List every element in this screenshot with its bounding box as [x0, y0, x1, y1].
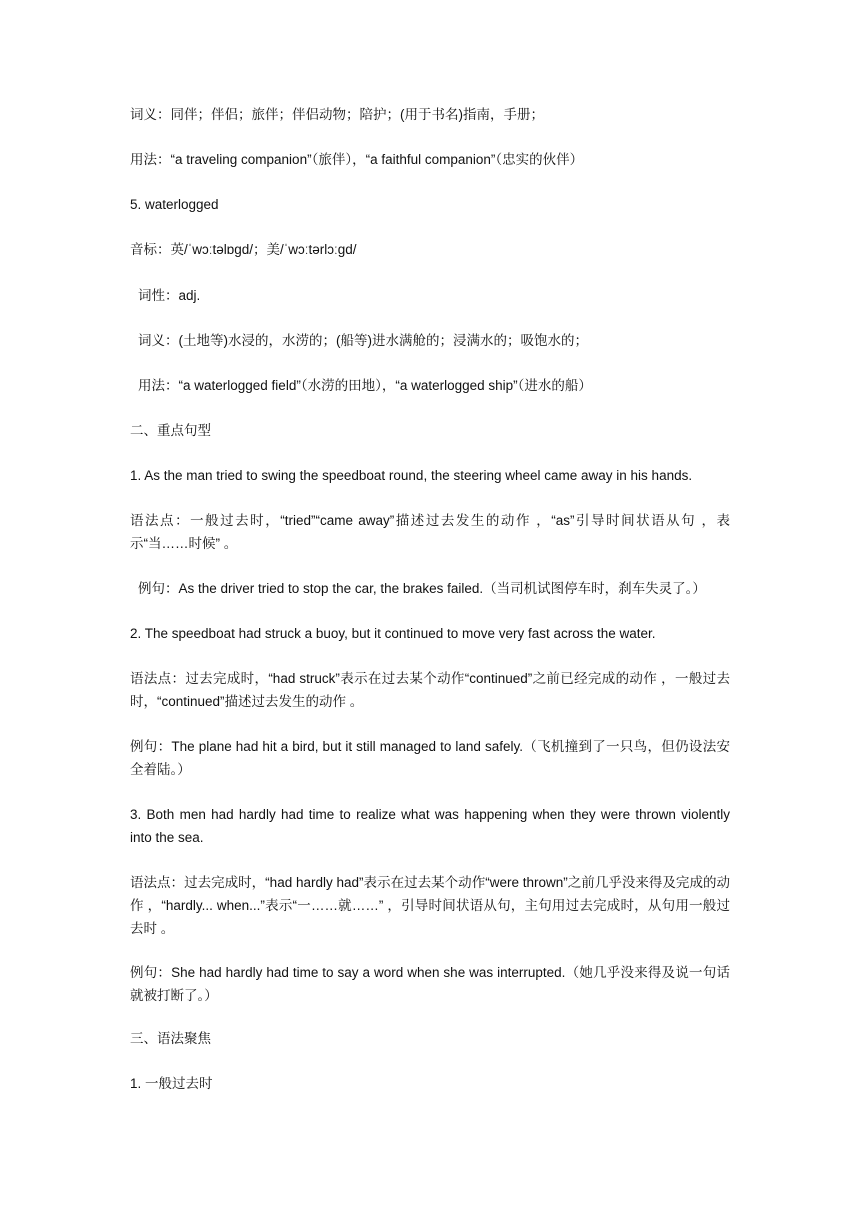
definition-companion: 词义：同伴；伴侣；旅伴；伴侣动物；陪护；(用于书名)指南，手册；: [130, 107, 544, 122]
word5-usage: 用法：“a waterlogged field”（水涝的田地），“a waterlogged ship”（进水的船）: [138, 378, 592, 393]
grammar1-title: 1. 一般过去时: [130, 1076, 213, 1091]
word5-title: 5. waterlogged: [130, 197, 219, 212]
heading-key-sentences: 二、重点句型: [130, 423, 211, 438]
heading-grammar-focus: 三、语法聚焦: [130, 1031, 211, 1046]
sentence3: 3. Both men had hardly had time to realize what was happening when they were thrown violently into the sea.: [130, 807, 730, 845]
word5-phonetic: 音标：英/ˈwɔːtəlɒɡd/；美/ˈwɔːtərlɔːɡd/: [130, 242, 357, 257]
sentence2: 2. The speedboat had struck a buoy, but it continued to move very fast across the water.: [130, 626, 656, 641]
sentence2-example: 例句：The plane had hit a bird, but it still managed to land safely.（飞机撞到了一只鸟，但仍设法安全着陆。）: [130, 739, 730, 777]
sentence1: 1. As the man tried to swing the speedboat round, the steering wheel came away in his hands.: [130, 468, 693, 483]
usage-companion: 用法：“a traveling companion”（旅伴），“a faithful companion”（忠实的伙伴）: [130, 152, 584, 167]
sentence2-grammar: 语法点：过去完成时，“had struck”表示在过去某个动作“continued”之前已经完成的动作 ，一般过去时，“continued”描述过去发生的动作 。: [130, 671, 730, 709]
word5-meaning: 词义：(土地等)水浸的，水涝的；(船等)进水满舱的；浸满水的；吸饱水的；: [138, 333, 588, 348]
sentence3-example: 例句：She had hardly had time to say a word when she was interrupted.（她几乎没来得及说一句话就被打断了。）: [130, 965, 730, 1003]
word5-pos: 词性：adj.: [138, 288, 201, 303]
sentence1-example: 例句：As the driver tried to stop the car, the brakes failed.（当司机试图停车时，刹车失灵了。）: [138, 581, 706, 596]
sentence1-grammar: 语法点：一般过去时，“tried”“came away”描述过去发生的动作 ，“as”引导时间状语从句 ，表示“当……时候” 。: [130, 513, 730, 551]
sentence3-grammar: 语法点：过去完成时，“had hardly had”表示在过去某个动作“were thrown”之前几乎没来得及完成的动作 ，“hardly... when...”表示“一……就……” ，引导时间状语从句，主句用过去完成时，从句用一般过去时 。: [130, 875, 730, 936]
